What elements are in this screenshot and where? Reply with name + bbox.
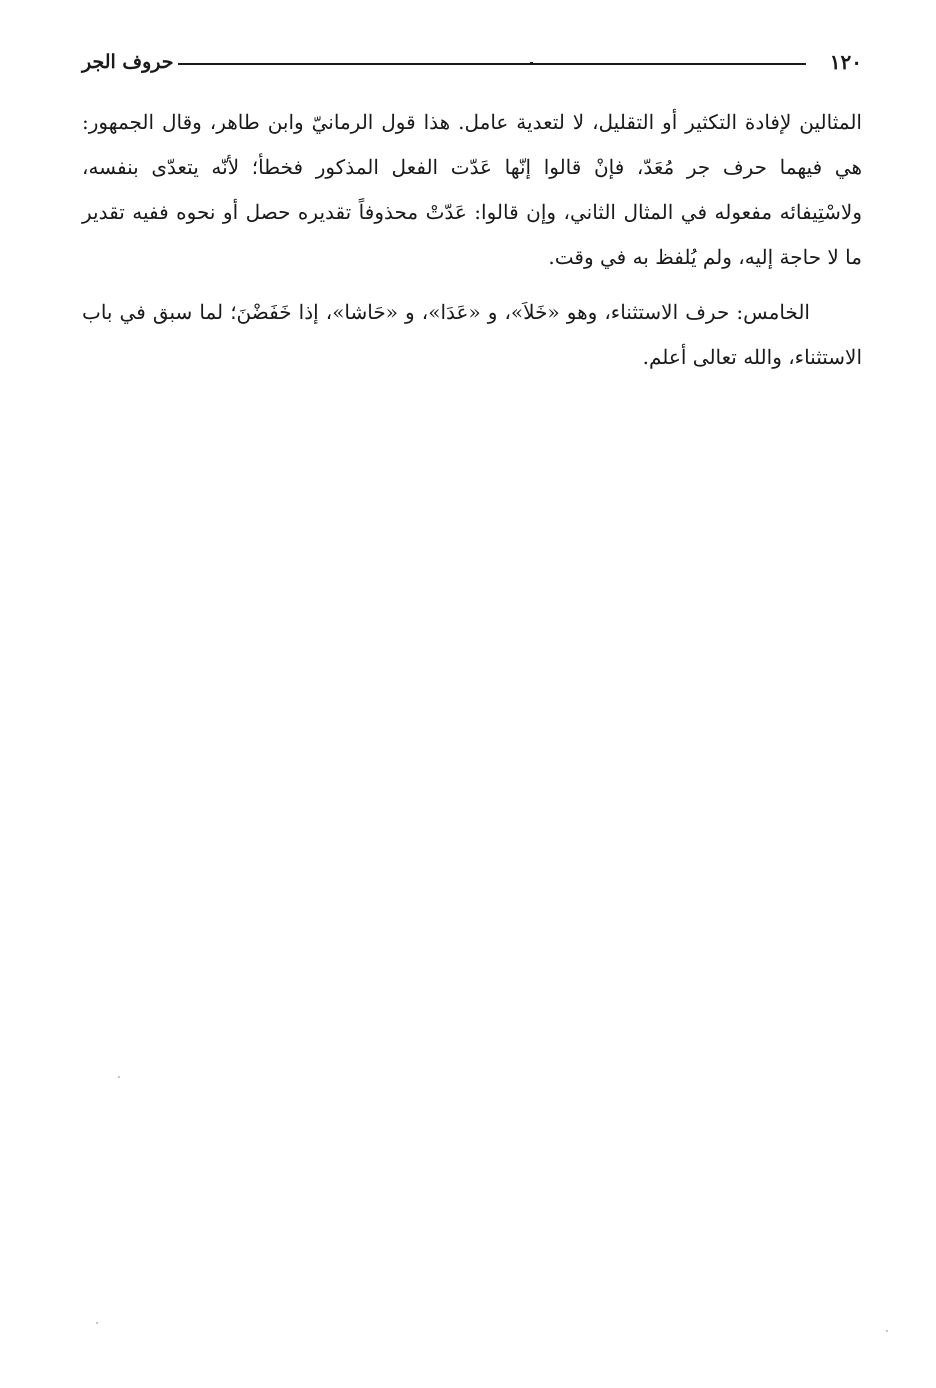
- paragraph: المثالين لإفادة التكثير أو التقليل، لا لتعدية عامل. هذا قول الرمانيّ وابن طاهر، وقال الجمهور: هي فيهما حرف جر مُعَدّ، فإنْ قالوا إنّها عَدّت الفعل المذكور فخطأ؛ لأنّه يتعدّى بنفسه، ولاسْتِيفائه مفعوله في المثال الثاني، وإن قالوا: عَدّتْ محذوفاً تقديره حصل أو نحوه ففيه تقدير ما لا حاجة إليه، ولم يُلفظ به في وقت.: [82, 110, 862, 269]
- running-header: [82, 50, 862, 74]
- paragraph: الخامس: حرف الاستثناء، وهو «خَلاَ»، و «عَدَا»، و «حَاشا»، إذا خَفَضْنَ؛ لما سبق في باب الاستثناء، والله تعالى أعلم.: [82, 300, 862, 369]
- body-text: [82, 100, 862, 380]
- section-title: حروف الجر: [82, 51, 174, 73]
- header-rule: [178, 63, 806, 65]
- scan-speck: [886, 1330, 888, 1332]
- scan-speck: [118, 1076, 120, 1078]
- scan-speck: [96, 1322, 98, 1324]
- page-number: ١٢٠: [829, 50, 862, 74]
